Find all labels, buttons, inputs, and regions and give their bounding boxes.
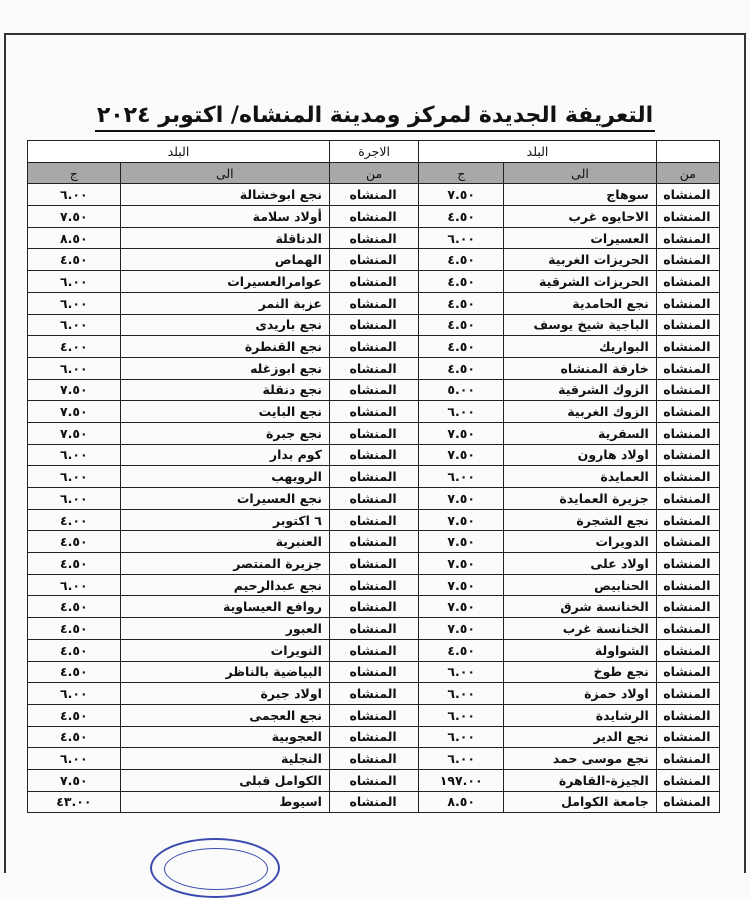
cell-to-left: نجع ابوزغله	[120, 357, 329, 379]
cell-to-left: عزبة النمر	[120, 292, 329, 314]
cell-to-left: أولاد سلامة	[120, 206, 329, 228]
cell-from-right: المنشاه	[656, 509, 719, 531]
cell-from-right: المنشاه	[656, 466, 719, 488]
cell-from-left: المنشاه	[329, 184, 418, 206]
cell-fare-left: ٦.٠٠	[28, 466, 121, 488]
cell-to-left: نجع عبدالرحيم	[120, 574, 329, 596]
cell-to-right: الحنابيص	[504, 574, 657, 596]
cell-from-left: المنشاه	[329, 314, 418, 336]
cell-to-right: الشواولة	[504, 639, 657, 661]
cell-to-left: النجلية	[120, 748, 329, 770]
cell-fare-right: ٤.٥٠	[419, 336, 504, 358]
subheader-currency-left: ج	[28, 162, 121, 184]
cell-from-right: المنشاه	[656, 206, 719, 228]
cell-from-right: المنشاه	[656, 271, 719, 293]
cell-from-right: المنشاه	[656, 227, 719, 249]
cell-fare-left: ٤.٥٠	[28, 661, 121, 683]
cell-from-left: المنشاه	[329, 531, 418, 553]
cell-to-right: خارفة المنشاه	[504, 357, 657, 379]
subheader-to-left: الى	[120, 162, 329, 184]
cell-from-left: المنشاه	[329, 596, 418, 618]
cell-to-left: نجع العسيرات	[120, 488, 329, 510]
cell-from-left: المنشاه	[329, 401, 418, 423]
cell-to-left: نجع ابوخشالة	[120, 184, 329, 206]
table-row	[28, 379, 720, 401]
cell-from-left: المنشاه	[329, 661, 418, 683]
cell-fare-right: ٦.٠٠	[419, 683, 504, 705]
cell-to-left: نجع العجمى	[120, 704, 329, 726]
cell-from-left: المنشاه	[329, 466, 418, 488]
cell-fare-right: ٦.٠٠	[419, 748, 504, 770]
table-row	[28, 488, 720, 510]
cell-fare-right: ٧.٥٠	[419, 531, 504, 553]
official-stamp-inner-ring	[164, 848, 268, 890]
cell-from-right: المنشاه	[656, 488, 719, 510]
cell-fare-right: ٤.٥٠	[419, 314, 504, 336]
cell-from-right: المنشاه	[656, 401, 719, 423]
cell-fare-left: ٤٣.٠٠	[28, 791, 121, 813]
cell-to-right: نجع طوخ	[504, 661, 657, 683]
table-row	[28, 292, 720, 314]
cell-from-right: المنشاه	[656, 574, 719, 596]
cell-to-right: الباجية شيخ يوسف	[504, 314, 657, 336]
cell-to-left: نجع البايت	[120, 401, 329, 423]
cell-fare-right: ٤.٥٠	[419, 357, 504, 379]
subheader-from-left: من	[329, 162, 418, 184]
cell-from-right: المنشاه	[656, 314, 719, 336]
cell-from-left: المنشاه	[329, 748, 418, 770]
cell-to-left: روافع العيساوية	[120, 596, 329, 618]
cell-from-right: المنشاه	[656, 704, 719, 726]
cell-from-right: المنشاه	[656, 379, 719, 401]
table-row	[28, 184, 720, 206]
cell-to-right: الزوك الغربية	[504, 401, 657, 423]
table-row	[28, 791, 720, 813]
cell-fare-left: ٦.٠٠	[28, 292, 121, 314]
cell-fare-right: ٧.٥٠	[419, 444, 504, 466]
subheader-row	[28, 162, 720, 184]
cell-to-right: نجع الحامدية	[504, 292, 657, 314]
cell-from-right: المنشاه	[656, 683, 719, 705]
cell-from-left: المنشاه	[329, 249, 418, 271]
cell-fare-left: ٤.٥٠	[28, 553, 121, 575]
cell-to-left: نجع جبرة	[120, 422, 329, 444]
cell-from-right: المنشاه	[656, 336, 719, 358]
cell-fare-left: ٦.٠٠	[28, 488, 121, 510]
cell-from-left: المنشاه	[329, 336, 418, 358]
table-row	[28, 748, 720, 770]
cell-from-right: المنشاه	[656, 184, 719, 206]
cell-fare-right: ٧.٥٠	[419, 596, 504, 618]
cell-to-left: جزيرة المنتصر	[120, 553, 329, 575]
cell-to-left: الهماص	[120, 249, 329, 271]
cell-from-right: المنشاه	[656, 596, 719, 618]
cell-from-left: المنشاه	[329, 379, 418, 401]
cell-from-left: المنشاه	[329, 704, 418, 726]
cell-fare-right: ٦.٠٠	[419, 726, 504, 748]
header-country-left: البلد	[28, 141, 330, 163]
cell-from-left: المنشاه	[329, 553, 418, 575]
cell-to-left: الدناقلة	[120, 227, 329, 249]
table-row	[28, 249, 720, 271]
subheader-to-right: الى	[504, 162, 657, 184]
cell-fare-left: ٧.٥٠	[28, 379, 121, 401]
cell-to-right: اولاد هارون	[504, 444, 657, 466]
official-stamp	[150, 838, 280, 898]
cell-to-right: جزيرة العمايدة	[504, 488, 657, 510]
cell-to-left: البياضية بالناظر	[120, 661, 329, 683]
table-row	[28, 639, 720, 661]
table-row	[28, 683, 720, 705]
cell-from-left: المنشاه	[329, 357, 418, 379]
table-row	[28, 704, 720, 726]
cell-from-right: المنشاه	[656, 726, 719, 748]
cell-fare-left: ٤.٥٠	[28, 726, 121, 748]
table-row	[28, 531, 720, 553]
cell-from-right: المنشاه	[656, 661, 719, 683]
cell-fare-left: ٦.٠٠	[28, 683, 121, 705]
table-row	[28, 661, 720, 683]
cell-fare-right: ٨.٥٠	[419, 791, 504, 813]
cell-to-left: نجع باريدى	[120, 314, 329, 336]
cell-from-right: المنشاه	[656, 422, 719, 444]
cell-fare-left: ٤.٠٠	[28, 336, 121, 358]
cell-from-right: المنشاه	[656, 249, 719, 271]
cell-to-right: سوهاج	[504, 184, 657, 206]
cell-to-right: الحريزات الشرقية	[504, 271, 657, 293]
table-row	[28, 444, 720, 466]
cell-to-left: نجع دنقلة	[120, 379, 329, 401]
cell-from-left: المنشاه	[329, 683, 418, 705]
cell-from-left: المنشاه	[329, 206, 418, 228]
cell-to-right: الخنانسة غرب	[504, 618, 657, 640]
cell-fare-right: ٦.٠٠	[419, 227, 504, 249]
cell-fare-right: ٤.٥٠	[419, 271, 504, 293]
cell-fare-right: ١٩٧.٠٠	[419, 769, 504, 791]
header-empty-right	[656, 141, 719, 163]
subheader-currency-right: ج	[419, 162, 504, 184]
cell-to-right: السقرية	[504, 422, 657, 444]
cell-to-left: العنبرية	[120, 531, 329, 553]
cell-to-left: النويرات	[120, 639, 329, 661]
cell-fare-right: ٥.٠٠	[419, 379, 504, 401]
cell-from-right: المنشاه	[656, 292, 719, 314]
cell-from-right: المنشاه	[656, 553, 719, 575]
cell-from-left: المنشاه	[329, 574, 418, 596]
table-row	[28, 206, 720, 228]
cell-fare-right: ٦.٠٠	[419, 401, 504, 423]
cell-from-right: المنشاه	[656, 791, 719, 813]
table-row	[28, 769, 720, 791]
table-row	[28, 466, 720, 488]
cell-fare-left: ٨.٥٠	[28, 227, 121, 249]
cell-fare-left: ٧.٥٠	[28, 769, 121, 791]
cell-to-right: نجع موسى حمد	[504, 748, 657, 770]
cell-to-right: الدويرات	[504, 531, 657, 553]
cell-fare-left: ٤.٥٠	[28, 596, 121, 618]
cell-fare-left: ٧.٥٠	[28, 206, 121, 228]
cell-to-right: الحريزات الغربية	[504, 249, 657, 271]
cell-to-left: اولاد جبرة	[120, 683, 329, 705]
cell-fare-left: ٤.٥٠	[28, 704, 121, 726]
cell-from-right: المنشاه	[656, 357, 719, 379]
cell-fare-right: ٧.٥٠	[419, 574, 504, 596]
table-row	[28, 314, 720, 336]
cell-to-right: العسيرات	[504, 227, 657, 249]
cell-fare-right: ٤.٥٠	[419, 206, 504, 228]
cell-fare-right: ٧.٥٠	[419, 184, 504, 206]
table-row	[28, 509, 720, 531]
cell-from-left: المنشاه	[329, 488, 418, 510]
cell-to-right: نجع الدير	[504, 726, 657, 748]
cell-fare-left: ٦.٠٠	[28, 314, 121, 336]
table-row	[28, 574, 720, 596]
cell-fare-right: ٦.٠٠	[419, 466, 504, 488]
cell-from-left: المنشاه	[329, 769, 418, 791]
cell-from-left: المنشاه	[329, 509, 418, 531]
table-row	[28, 401, 720, 423]
cell-fare-right: ٧.٥٠	[419, 553, 504, 575]
cell-fare-right: ٤.٥٠	[419, 292, 504, 314]
cell-from-left: المنشاه	[329, 292, 418, 314]
cell-fare-left: ٦.٠٠	[28, 574, 121, 596]
table-row	[28, 357, 720, 379]
table-row	[28, 271, 720, 293]
cell-to-right: البواريك	[504, 336, 657, 358]
table-row	[28, 553, 720, 575]
cell-to-left: كوم بدار	[120, 444, 329, 466]
cell-from-right: المنشاه	[656, 618, 719, 640]
cell-from-right: المنشاه	[656, 444, 719, 466]
header-row	[28, 141, 720, 163]
cell-fare-right: ٧.٥٠	[419, 488, 504, 510]
cell-to-right: اولاد على	[504, 553, 657, 575]
table-row	[28, 422, 720, 444]
cell-fare-left: ٤.٥٠	[28, 249, 121, 271]
cell-from-left: المنشاه	[329, 726, 418, 748]
cell-fare-left: ٤.٥٠	[28, 618, 121, 640]
cell-to-left: الكوامل قبلى	[120, 769, 329, 791]
cell-from-right: المنشاه	[656, 748, 719, 770]
cell-fare-left: ٤.٥٠	[28, 639, 121, 661]
cell-to-right: الرشايدة	[504, 704, 657, 726]
cell-fare-right: ٦.٠٠	[419, 661, 504, 683]
cell-fare-right: ٤.٥٠	[419, 249, 504, 271]
header-fare-right: الاجرة	[329, 141, 418, 163]
cell-fare-left: ٧.٥٠	[28, 422, 121, 444]
cell-to-right: نجع الشجرة	[504, 509, 657, 531]
cell-from-left: المنشاه	[329, 444, 418, 466]
cell-to-left: الرويهب	[120, 466, 329, 488]
cell-to-left: ٦ اكتوبر	[120, 509, 329, 531]
cell-fare-left: ٦.٠٠	[28, 357, 121, 379]
cell-from-right: المنشاه	[656, 639, 719, 661]
cell-fare-right: ٦.٠٠	[419, 704, 504, 726]
cell-to-right: اولاد حمزة	[504, 683, 657, 705]
cell-fare-left: ٦.٠٠	[28, 444, 121, 466]
cell-to-right: جامعة الكوامل	[504, 791, 657, 813]
cell-to-right: العمايدة	[504, 466, 657, 488]
cell-from-left: المنشاه	[329, 422, 418, 444]
cell-from-right: المنشاه	[656, 531, 719, 553]
cell-to-right: الزوك الشرقية	[504, 379, 657, 401]
header-country-right: البلد	[419, 141, 657, 163]
cell-fare-left: ٤.٥٠	[28, 531, 121, 553]
cell-to-left: العبور	[120, 618, 329, 640]
cell-to-left: عوامرالعسيرات	[120, 271, 329, 293]
table-row	[28, 596, 720, 618]
cell-from-left: المنشاه	[329, 227, 418, 249]
cell-fare-right: ٤.٥٠	[419, 639, 504, 661]
cell-to-left: العجوبية	[120, 726, 329, 748]
cell-to-left: اسيوط	[120, 791, 329, 813]
cell-fare-left: ٤.٠٠	[28, 509, 121, 531]
cell-fare-right: ٧.٥٠	[419, 422, 504, 444]
page-title: التعريفة الجديدة لمركز ومدينة المنشاه/ اكتوبر ٢٠٢٤	[0, 103, 750, 128]
table-row	[28, 726, 720, 748]
cell-from-left: المنشاه	[329, 791, 418, 813]
table-row	[28, 618, 720, 640]
cell-fare-left: ٧.٥٠	[28, 401, 121, 423]
table-row	[28, 336, 720, 358]
cell-fare-right: ٧.٥٠	[419, 618, 504, 640]
cell-to-right: الخنانسة شرق	[504, 596, 657, 618]
cell-fare-right: ٧.٥٠	[419, 509, 504, 531]
cell-to-right: الجيزة-القاهرة	[504, 769, 657, 791]
cell-fare-left: ٦.٠٠	[28, 184, 121, 206]
cell-to-right: الاحايوه غرب	[504, 206, 657, 228]
cell-from-left: المنشاه	[329, 271, 418, 293]
cell-to-left: نجع القنطرة	[120, 336, 329, 358]
cell-fare-left: ٦.٠٠	[28, 748, 121, 770]
cell-from-right: المنشاه	[656, 769, 719, 791]
cell-from-left: المنشاه	[329, 618, 418, 640]
subheader-from-right: من	[656, 162, 719, 184]
cell-from-left: المنشاه	[329, 639, 418, 661]
fare-table	[27, 140, 720, 813]
table-row	[28, 227, 720, 249]
cell-fare-left: ٦.٠٠	[28, 271, 121, 293]
